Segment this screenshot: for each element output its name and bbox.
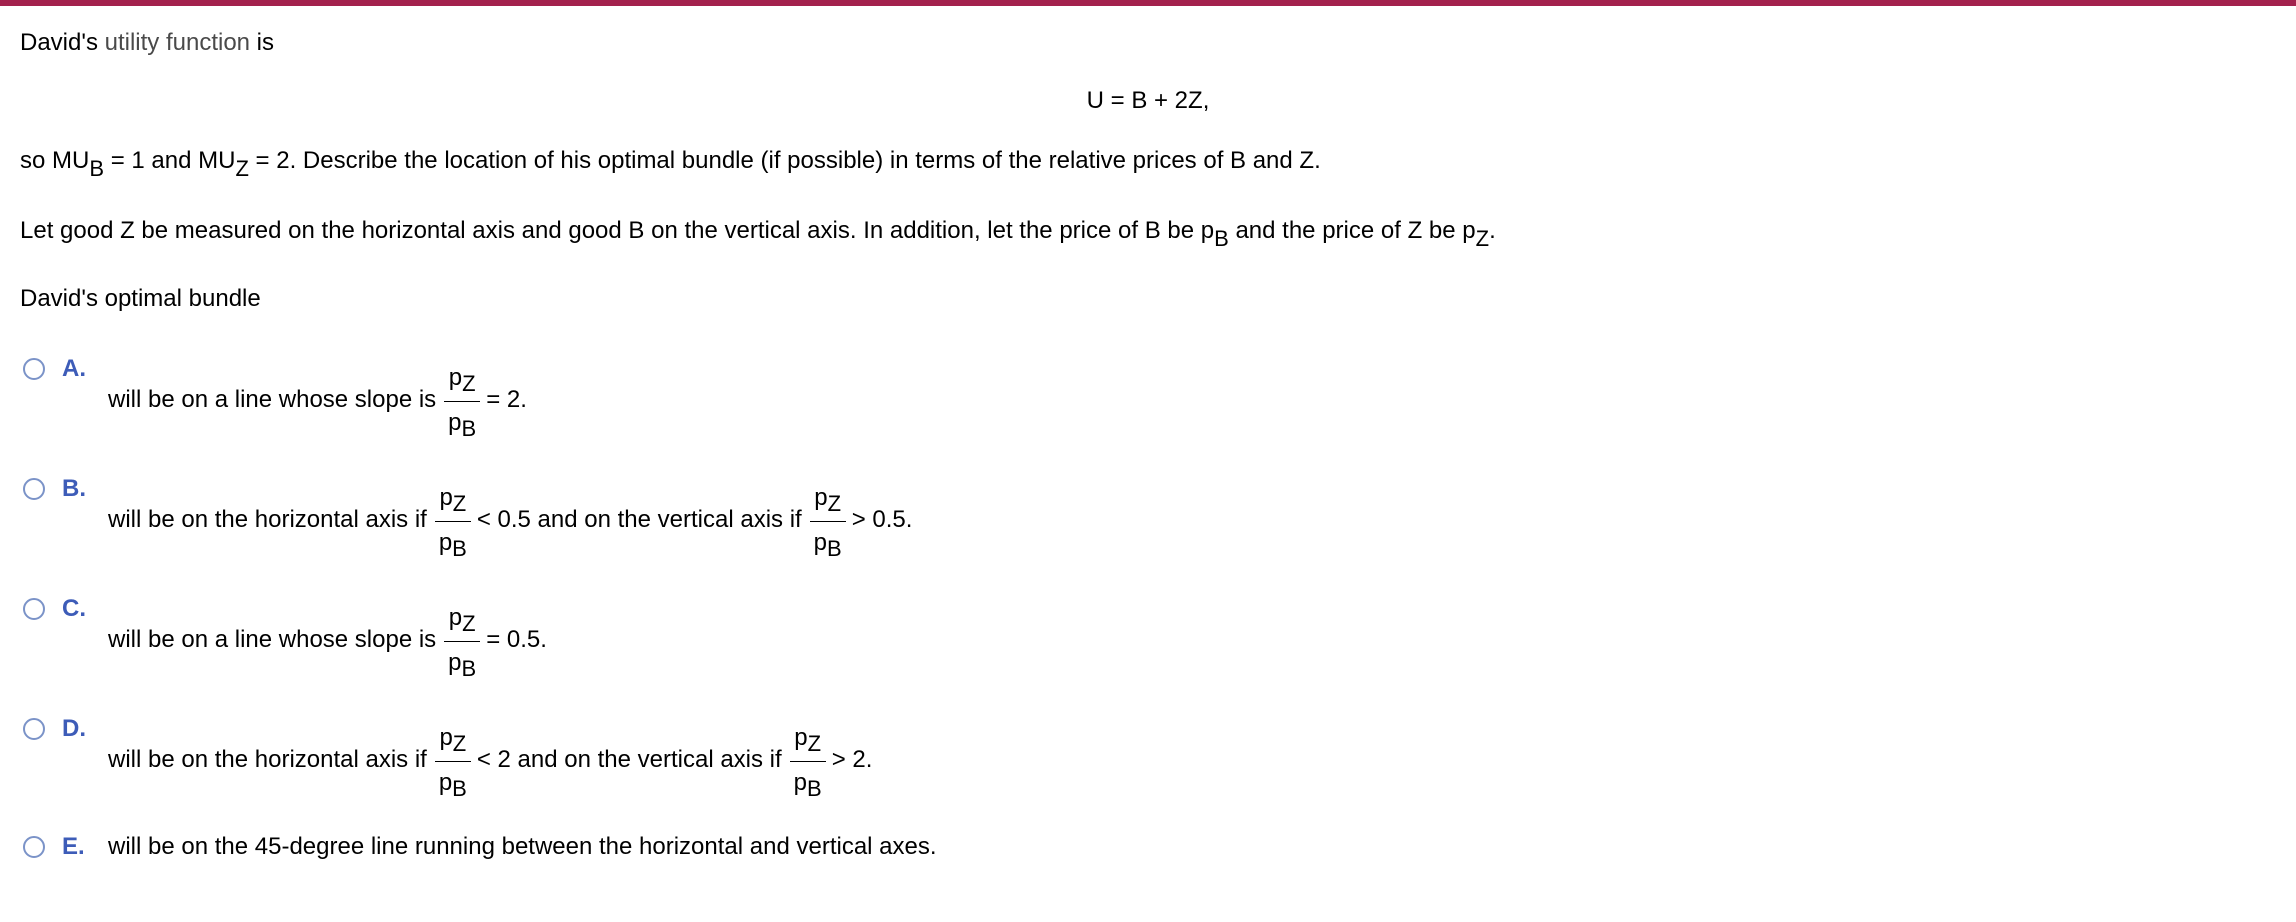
price-ratio-fraction <box>435 723 471 801</box>
fraction-den-p: p <box>438 528 453 556</box>
radio-button-e[interactable] <box>23 836 45 858</box>
fraction-numerator <box>792 723 823 756</box>
option-c-text-1: will be on a line whose slope is <box>108 626 437 653</box>
option-b-text-3: > 0.5. <box>851 506 913 533</box>
axis-sub-b: B <box>1214 226 1229 251</box>
fraction-den-sub: B <box>807 775 822 801</box>
answer-option-e[interactable] <box>20 832 1820 872</box>
utility-equation: U = B + 2Z, <box>1086 87 1210 114</box>
mu-text-2: = 1 and MU <box>104 147 236 174</box>
option-letter-d: D. <box>62 715 86 742</box>
fraction-bar <box>435 521 471 522</box>
fraction-num-p: p <box>448 603 463 631</box>
utility-function-link[interactable]: utility function <box>104 29 251 56</box>
radio-button-b[interactable] <box>23 478 45 500</box>
option-b-text-2: < 0.5 and on the vertical axis if <box>476 506 802 533</box>
option-body-e <box>108 832 937 862</box>
option-e-text-1: will be on the 45-degree line running between the horizontal and vertical axes. <box>108 833 937 860</box>
axis-text-2: and the price of Z be p <box>1228 217 1476 244</box>
fraction-num-p: p <box>814 483 828 511</box>
fraction-numerator <box>447 603 478 636</box>
fraction-bar <box>790 761 826 762</box>
axis-text-3: . <box>1489 217 1496 244</box>
option-d-text-2: < 2 and on the vertical axis if <box>476 746 782 773</box>
fraction-denominator <box>446 648 478 681</box>
fraction-den-sub: B <box>452 535 467 561</box>
axis-sub-z: Z <box>1475 226 1490 251</box>
option-letter-a: A. <box>62 355 86 382</box>
fraction-bar <box>435 761 471 762</box>
answer-option-b[interactable] <box>20 470 1820 570</box>
fraction-den-p: p <box>793 768 808 796</box>
fraction-bar <box>444 641 480 642</box>
question-prompt: David's optimal bundle <box>20 285 261 312</box>
radio-button-c[interactable] <box>23 598 45 620</box>
intro-suffix: is <box>250 29 275 56</box>
radio-button-a[interactable] <box>23 358 45 380</box>
fraction-numerator <box>437 483 468 516</box>
fraction-denominator <box>437 768 469 801</box>
fraction-num-sub: Z <box>452 730 467 756</box>
top-accent-bar <box>0 0 2296 6</box>
fraction-denominator <box>812 528 844 561</box>
fraction-den-p: p <box>813 528 828 556</box>
price-ratio-fraction <box>435 483 471 561</box>
option-letter-c: C. <box>62 595 86 622</box>
mu-sub-b: B <box>89 156 105 181</box>
fraction-den-sub: B <box>461 655 477 681</box>
fraction-den-p: p <box>448 648 462 676</box>
option-b-text-1: will be on the horizontal axis if <box>108 506 427 533</box>
fraction-den-p: p <box>438 768 453 796</box>
intro-prefix: David's <box>20 29 105 56</box>
fraction-num-sub: Z <box>807 730 822 756</box>
fraction-den-sub: B <box>452 775 467 801</box>
fraction-den-p: p <box>448 408 462 436</box>
marginal-utility-line <box>20 146 1321 181</box>
intro-line <box>20 28 274 58</box>
fraction-num-sub: Z <box>827 490 842 516</box>
option-d-text-3: > 2. <box>831 746 873 773</box>
answer-option-c[interactable] <box>20 590 1820 690</box>
fraction-num-sub: Z <box>452 490 467 516</box>
fraction-num-p: p <box>439 723 453 751</box>
option-body-c <box>108 590 547 690</box>
option-body-d <box>108 710 872 810</box>
option-letter-b: B. <box>62 475 86 502</box>
fraction-denominator <box>792 768 824 801</box>
price-ratio-fraction <box>444 363 480 441</box>
fraction-num-p: p <box>448 363 463 391</box>
mu-text-1: so MU <box>20 147 90 174</box>
option-d-text-1: will be on the horizontal axis if <box>108 746 427 773</box>
fraction-numerator <box>447 363 478 396</box>
fraction-num-p: p <box>794 723 808 751</box>
fraction-numerator <box>812 483 843 516</box>
radio-button-d[interactable] <box>23 718 45 740</box>
price-ratio-fraction <box>810 483 846 561</box>
fraction-num-p: p <box>439 483 453 511</box>
fraction-bar <box>444 401 480 402</box>
mu-sub-z: Z <box>235 156 249 181</box>
fraction-denominator <box>446 408 478 441</box>
axis-text-1: Let good Z be measured on the horizontal axis and good B on the vertical axis. In addition, let the price of B be p <box>20 217 1215 244</box>
price-ratio-fraction <box>444 603 480 681</box>
option-a-text-1: will be on a line whose slope is <box>108 386 437 413</box>
option-body-b <box>108 470 912 570</box>
fraction-bar <box>810 521 846 522</box>
mu-text-3: = 2. Describe the location of his optimal bundle (if possible) in terms of the relative prices of B and Z. <box>248 147 1321 174</box>
fraction-num-sub: Z <box>462 370 476 396</box>
fraction-num-sub: Z <box>462 610 476 636</box>
answer-option-d[interactable] <box>20 710 1820 810</box>
option-letter-e: E. <box>62 833 85 860</box>
axis-description-line <box>20 216 1496 251</box>
option-a-text-2: = 2. <box>486 386 527 413</box>
price-ratio-fraction <box>790 723 826 801</box>
fraction-denominator <box>437 528 469 561</box>
fraction-den-sub: B <box>827 535 842 561</box>
fraction-numerator <box>437 723 468 756</box>
option-body-a <box>108 350 527 450</box>
fraction-den-sub: B <box>461 415 477 441</box>
option-c-text-2: = 0.5. <box>486 626 547 653</box>
answer-option-a[interactable] <box>20 350 1820 450</box>
